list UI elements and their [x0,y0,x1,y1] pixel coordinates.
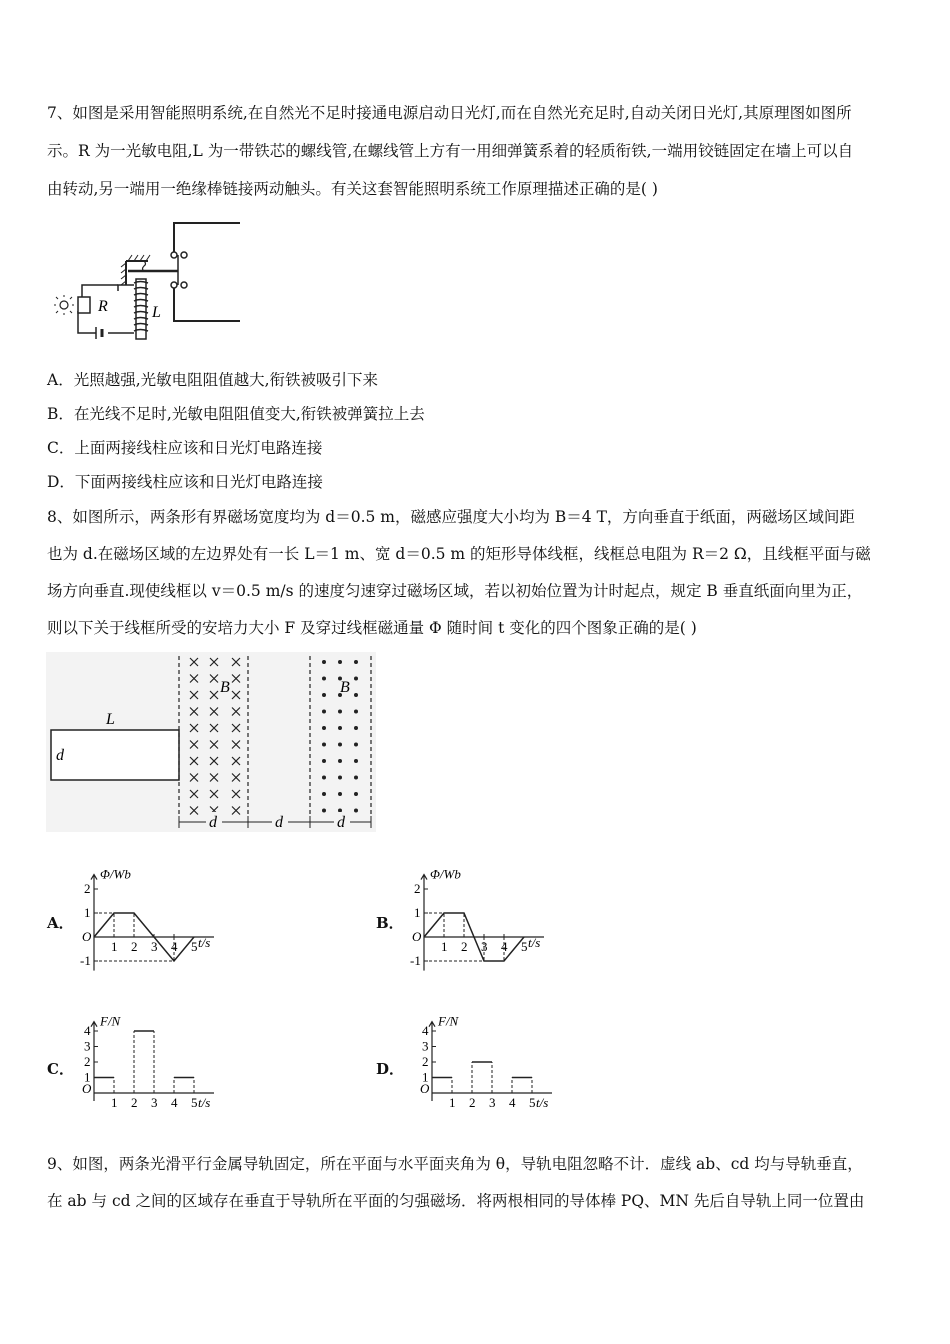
field-dot [338,710,342,714]
y-axis-label: F/N [100,1013,121,1029]
q9-line-2: 在 ab 与 cd 之间的区域存在垂直于导轨所在平面的匀强磁场．将两根相同的导体棒 PQ、MN 先后自导轨上同一位置由 [47,1192,865,1210]
q8-dim-d-1: d [209,814,217,831]
field-dot [354,809,358,813]
x-tick-label: 4 [171,939,178,954]
field-dot [322,809,326,813]
x-tick-label: 1 [111,939,118,954]
field-dot [354,660,358,664]
y-tick-label: 1 [414,905,421,920]
field-dot [338,726,342,730]
field-dot [354,776,358,780]
field-dot [338,776,342,780]
origin-label: O [420,1081,430,1096]
x-tick-label: 1 [449,1095,456,1110]
x-axis-label: t/s [198,1095,211,1110]
q8-magnetic-field-figure [46,652,376,832]
origin-label: O [412,929,422,944]
y-tick-label: 3 [84,1038,91,1054]
y-tick-label: 3 [422,1038,429,1054]
q8-graph-d-label[interactable]: D． [376,1060,405,1078]
y-tick-label: 2 [422,1054,429,1069]
field-dot [322,693,326,697]
field-dot [322,710,326,714]
y-tick-label: -1 [410,953,421,968]
y-tick-label: 2 [84,881,91,896]
x-tick-label: 2 [131,939,138,954]
x-tick-label: 5 [191,939,198,954]
field-dot [338,792,342,796]
q8-graph-a[interactable] [70,855,250,975]
origin-label: O [82,929,92,944]
q7-label-R: R [98,298,108,315]
x-axis-label: t/s [528,935,541,950]
field-dot [338,743,342,747]
field-dot [322,759,326,763]
field-dot [338,660,342,664]
field-dot [322,743,326,747]
x-tick-label: 5 [521,939,528,954]
q8-line-2: 也为 d.在磁场区域的左边界处有一长 L＝1 m、宽 d＝0.5 m 的矩形导体线框，线框总电阻为 R＝2 Ω，且线框平面与磁 [47,545,871,563]
q7-line-3: 由转动,另一端用一绝缘棒链接两动触头。有关这套智能照明系统工作原理描述正确的是( ) [47,180,658,198]
q8-label-d: d [56,747,64,764]
q8-graph-d[interactable] [408,995,588,1115]
field-dot [354,743,358,747]
q8-line-1: 8、如图所示，两条形有界磁场宽度均为 d＝0.5 m，磁感应强度大小均为 B＝4 T，方向垂直于纸面，两磁场区域间距 [47,508,855,526]
field-dot [322,776,326,780]
q8-label-B1: B [220,679,230,696]
x-tick-label: 2 [461,939,468,954]
q7-line-2: 示。R 为一光敏电阻,L 为一带铁芯的螺线管,在螺线管上方有一用细弹簧系着的轻质衔铁,一端用铰链固定在墙上可以自 [47,142,854,160]
x-tick-label: 3 [489,1095,496,1110]
y-tick-label: 4 [84,1023,91,1038]
q8-label-L: L [106,711,115,728]
q8-line-3: 场方向垂直.现使线框以 v＝0.5 m/s 的速度匀速穿过磁场区域，若以初始位置为计时起点，规定 B 垂直纸面向里为正， [47,582,863,600]
y-tick-label: 1 [84,1069,91,1085]
x-tick-label: 1 [111,1095,118,1110]
x-tick-label: 5 [529,1095,536,1110]
q7-option-a[interactable]: A．光照越强,光敏电阻阻值越大,衔铁被吸引下来 [47,371,379,389]
y-tick-label: 1 [422,1069,429,1085]
q8-wire-frame [51,730,179,780]
q8-graph-a-label[interactable]: A． [47,914,74,932]
q7-option-d[interactable]: D．下面两接线柱应该和日光灯电路连接 [47,473,323,491]
q7-circuit-figure [48,215,248,345]
q8-dim-d-3: d [337,814,345,831]
q7-option-c[interactable]: C．上面两接线柱应该和日光灯电路连接 [47,439,323,457]
y-axis-label: Φ/Wb [430,866,461,882]
q7-option-b[interactable]: B．在光线不足时,光敏电阻阻值变大,衔铁被弹簧拉上去 [47,405,425,423]
q8-line-4: 则以下关于线框所受的安培力大小 F 及穿过线框磁通量 Φ 随时间 t 变化的四个图象正确的是( ) [47,619,697,637]
x-axis-label: t/s [536,1095,549,1110]
field-dot [354,677,358,681]
y-axis-label: Φ/Wb [100,866,131,882]
q8-graph-c[interactable] [70,995,250,1115]
q8-graph-b-label[interactable]: B． [376,914,404,932]
field-dot [322,660,326,664]
y-tick-label: 4 [422,1023,429,1038]
q8-label-B2: B [340,679,350,696]
y-tick-label: 2 [414,881,421,896]
q7-label-L: L [152,304,161,321]
x-tick-label: 3 [151,1095,158,1110]
q8-graph-b[interactable] [400,855,580,975]
y-axis-label: F/N [438,1013,459,1029]
field-dot [322,792,326,796]
x-tick-label: 3 [151,939,158,954]
x-tick-label: 3 [481,939,488,954]
q9-line-1: 9、如图，两条光滑平行金属导轨固定，所在平面与水平面夹角为 θ，导轨电阻忽略不计．虚线 ab、cd 均与导轨垂直， [47,1155,863,1173]
field-dot [322,726,326,730]
x-tick-label: 4 [171,1095,178,1110]
x-tick-label: 2 [131,1095,138,1110]
field-dot [338,759,342,763]
field-dot [354,726,358,730]
x-tick-label: 1 [441,939,448,954]
x-axis-label: t/s [198,935,211,950]
x-tick-label: 2 [469,1095,476,1110]
field-dot [354,710,358,714]
q7-line-1: 7、如图是采用智能照明系统,在自然光不足时接通电源启动日光灯,而在自然光充足时,自动关闭日光灯,其原理图如图所 [47,104,852,122]
x-tick-label: 4 [501,939,508,954]
q8-graph-c-label[interactable]: C． [47,1060,74,1078]
x-tick-label: 4 [509,1095,516,1110]
x-tick-label: 5 [191,1095,198,1110]
y-tick-label: -1 [80,953,91,968]
field-dot [322,677,326,681]
field-dot [354,693,358,697]
y-tick-label: 1 [84,905,91,920]
field-dot [354,759,358,763]
field-dot [354,792,358,796]
origin-label: O [82,1081,92,1096]
field-dot [338,809,342,813]
q8-dim-d-2: d [275,814,283,831]
y-tick-label: 2 [84,1054,91,1069]
